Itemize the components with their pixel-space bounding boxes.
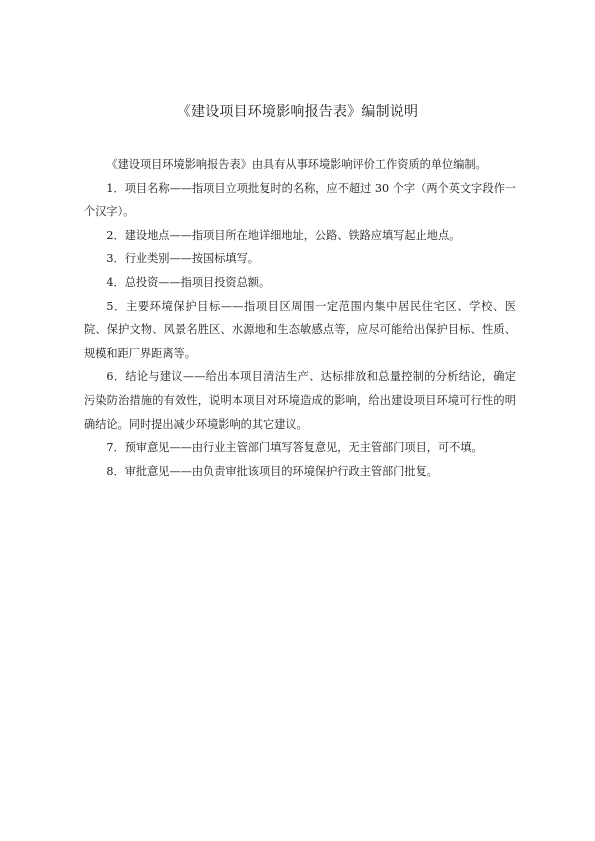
item-pre-review-opinion: 7．预审意见——由行业主管部门填写答复意见，无主管部门项目，可不填。 (106, 441, 483, 455)
item-project-name: 1．项目名称——指项目立项批复时的名称，应不超过 30 个字（两个英文字段作一个汉字）。 (84, 181, 516, 219)
item-protection-targets: 5．主要环境保护目标——指项目区周围一定范围内集中居民住宅区、学校、医院、保护文物、风景名胜区、水源地和生态敏感点等，应尽可能给出保护目标、性质、规模和距厂界距离等。 (84, 299, 516, 360)
intro-paragraph: 《建设项目环境影响报告表》由具有从事环境影响评价工作资质的单位编制。 (106, 158, 487, 171)
item-construction-site: 2．建设地点——指项目所在地详细地址，公路、铁路应填写起止地点。 (106, 228, 461, 242)
item-conclusions: 6．结论与建议——给出本项目清洁生产、达标排放和总量控制的分析结论，确定污染防治措施的有效性，说明本项目对环境造成的影响，给出建设项目环境可行性的明确结论。同时提出减少环境影响的其它建议。 (84, 370, 516, 431)
item-approval-opinion: 8．审批意见——由负责审批该项目的环境保护行政主管部门批复。 (106, 464, 438, 478)
document-body (84, 153, 516, 483)
document-title: 《建设项目环境影响报告表》编制说明 (176, 104, 419, 120)
item-total-investment: 4．总投资——指项目投资总额。 (106, 275, 271, 289)
item-industry-category: 3．行业类别——按国标填写。 (106, 252, 259, 266)
